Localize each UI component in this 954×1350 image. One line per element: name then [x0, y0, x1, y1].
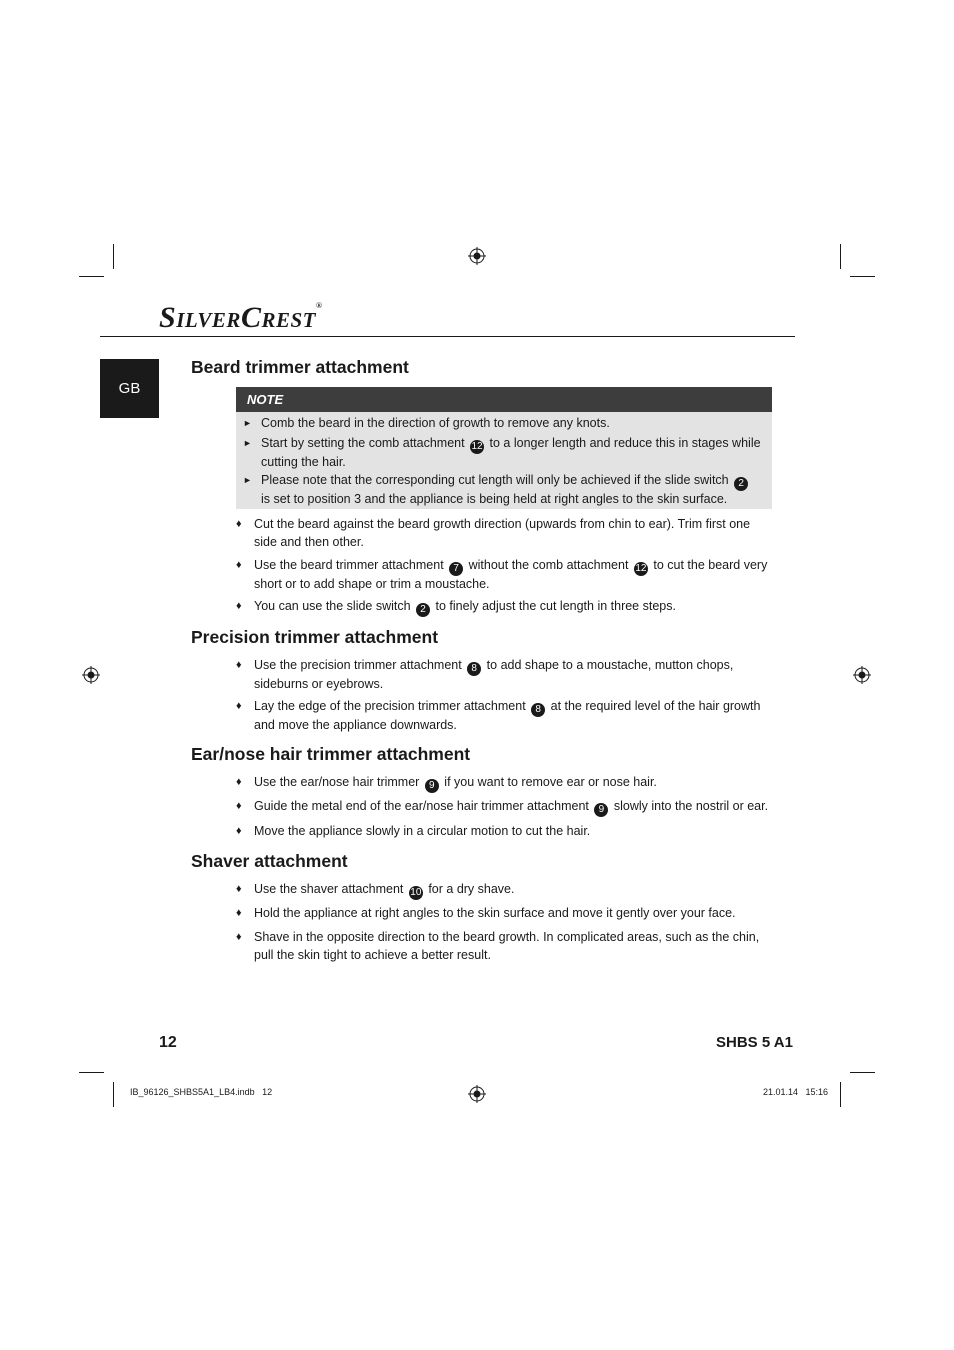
header-rule — [100, 336, 795, 337]
bullet-icon: ♦ — [236, 800, 242, 812]
note-item: Start by setting the comb attachment 12 to a longer length and reduce this in stages while cutting the hair. — [261, 436, 761, 469]
crop-mark — [113, 1082, 114, 1107]
section-title-shaver: Shaver attachment — [191, 851, 348, 871]
list-item: Hold the appliance at right angles to the skin surface and move it gently over your face. — [254, 906, 736, 920]
registration-mark-icon — [82, 666, 100, 684]
bullet-icon: ♦ — [236, 931, 242, 943]
reference-number-badge: 2 — [734, 477, 748, 491]
bullet-icon: ♦ — [236, 825, 242, 837]
list-item: Use the shaver attachment 10 for a dry shave. — [254, 882, 515, 898]
list-item: Use the ear/nose hair trimmer 9 if you want to remove ear or nose hair. — [254, 775, 657, 791]
bullet-icon: ♦ — [236, 518, 242, 530]
registration-mark-icon — [468, 247, 486, 265]
note-label: NOTE — [236, 387, 772, 412]
bullet-icon: ♦ — [236, 776, 242, 788]
bullet-icon: ♦ — [236, 883, 242, 895]
reference-number-badge: 9 — [425, 779, 439, 793]
bullet-icon: ♦ — [236, 659, 242, 671]
note-item: Please note that the corresponding cut length will only be achieved if the slide switch 2 is set to position 3 and the appliance is being held at right angles to the skin surface. — [261, 472, 761, 509]
section-title-earnose: Ear/nose hair trimmer attachment — [191, 744, 471, 764]
list-item: Lay the edge of the precision trimmer attachment 8 at the required level of the hair growth and move the appliance downwards. — [254, 699, 761, 732]
list-item: Shave in the opposite direction to the beard growth. In complicated areas, such as the chin, pull the skin tight to achieve a better result. — [254, 930, 760, 962]
section-title-precision: Precision trimmer attachment — [191, 627, 439, 647]
crop-mark — [840, 1082, 841, 1107]
list-item: You can use the slide switch 2 to finely adjust the cut length in three steps. — [254, 599, 676, 615]
section-title-beard: Beard trimmer attachment — [191, 357, 409, 377]
note-item: Comb the beard in the direction of growth to remove any knots. — [261, 416, 610, 430]
list-item: Use the precision trimmer attachment 8 to add shape to a moustache, mutton chops, sideburns or eyebrows. — [254, 658, 734, 691]
list-item: Use the beard trimmer attachment 7 without the comb attachment 12 to cut the beard very short or to add shape or trim a moustache. — [254, 558, 768, 591]
arrow-icon: ► — [243, 438, 252, 448]
bullet-icon: ♦ — [236, 559, 242, 571]
arrow-icon: ► — [243, 418, 252, 428]
arrow-icon: ► — [243, 475, 252, 485]
reference-number-badge: 7 — [449, 562, 463, 576]
reference-number-badge: 2 — [416, 603, 430, 617]
reference-number-badge: 12 — [471, 441, 483, 452]
bullet-icon: ♦ — [236, 600, 242, 612]
list-item: Cut the beard against the beard growth direction (upwards from chin to ear). Trim first one side and then other. — [254, 517, 751, 549]
crop-mark — [840, 244, 841, 269]
slug-file: IB_96126_SHBS5A1_LB4.indb 12 — [130, 1087, 273, 1097]
model-number: SHBS 5 A1 — [716, 1034, 793, 1051]
reference-number-badge: 8 — [467, 662, 481, 676]
list-item: Guide the metal end of the ear/nose hair trimmer attachment 9 slowly into the nostril or ear. — [254, 799, 769, 815]
registration-mark-icon — [468, 1085, 486, 1103]
crop-mark — [79, 1072, 104, 1073]
bullet-icon: ♦ — [236, 700, 242, 712]
bullet-icon: ♦ — [236, 907, 242, 919]
note-box — [236, 387, 772, 509]
crop-mark — [850, 1072, 875, 1073]
list-item: Move the appliance slowly in a circular motion to cut the hair. — [254, 824, 591, 838]
registration-mark-icon — [853, 666, 871, 684]
slug-datetime: 21.01.14 15:16 — [763, 1087, 829, 1097]
crop-mark — [850, 276, 875, 277]
crop-mark — [79, 276, 104, 277]
crop-mark — [113, 244, 114, 269]
reference-number-badge: 10 — [410, 887, 422, 898]
reference-number-badge: 9 — [594, 803, 608, 817]
page-number: 12 — [159, 1034, 177, 1051]
reference-number-badge: 8 — [531, 703, 545, 717]
brand-logo: SILVERCREST® — [159, 301, 323, 334]
reference-number-badge: 12 — [635, 563, 647, 574]
language-tab: GB — [100, 359, 159, 418]
